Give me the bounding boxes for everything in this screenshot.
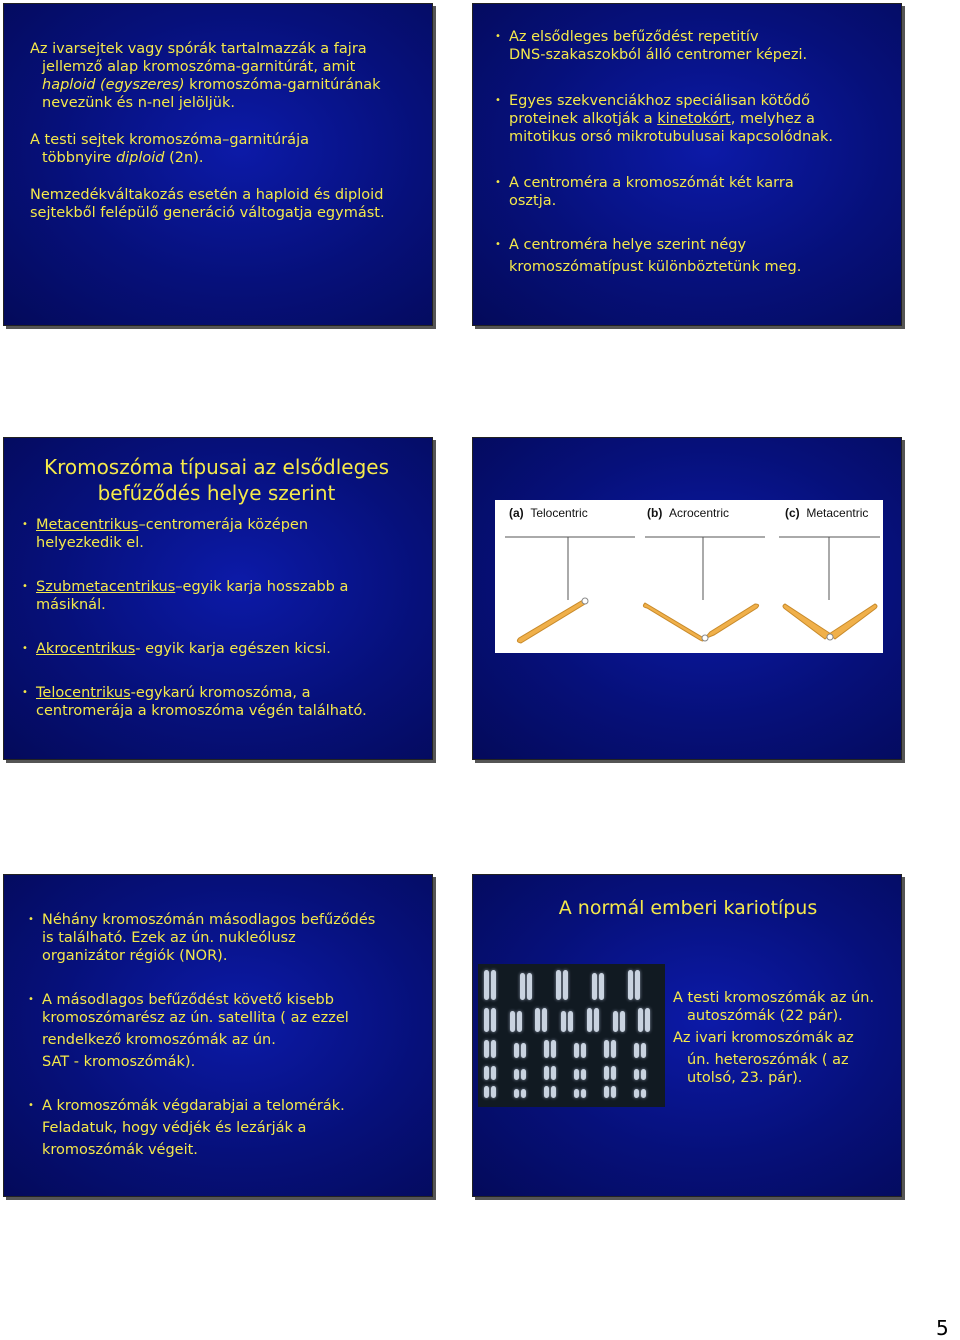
karyotype-chromosome: [542, 1008, 547, 1032]
karyotype-chromosome: [514, 1089, 519, 1098]
line: A testi sejtek kromoszóma–garnitúrája: [30, 132, 309, 148]
line: autoszómák (22 pár).: [687, 1008, 843, 1024]
karyotype-chromosome: [594, 1008, 599, 1032]
karyotype-chromosome: [611, 1086, 616, 1098]
line: másiknál.: [36, 597, 106, 613]
line: ún. heteroszómák ( az: [687, 1052, 849, 1068]
karyotype-chromosome: [581, 1043, 586, 1058]
karyotype-chromosome: [510, 1011, 515, 1032]
bullet: [495, 28, 833, 64]
line: Az ivari kromoszómák az: [673, 1030, 854, 1046]
bullet-akrocentrikus: [22, 640, 367, 658]
karyotype-chromosome: [568, 1011, 573, 1032]
line: –egyik karja hosszabb a: [175, 579, 349, 595]
centromere-a: [582, 598, 588, 604]
slide-centromer: [472, 3, 902, 326]
slide-ivarsejtek: [3, 3, 433, 326]
bullet: [28, 1097, 375, 1159]
tag: (a): [509, 506, 524, 520]
telocentrikus-link[interactable]: Telocentrikus: [36, 685, 131, 701]
line: kromoszómák végeit.: [42, 1142, 198, 1158]
karyotype-chromosome: [491, 1040, 496, 1058]
acrocentric-long-arm: [643, 603, 703, 641]
line: - egyik karja egészen kicsi.: [135, 641, 331, 657]
line: A kromoszómák végdarabjai a telomérák.: [42, 1098, 345, 1114]
line: Egyes szekvenciákhoz speciálisan kötődő: [509, 93, 811, 109]
karyotype-chromosome: [634, 1089, 639, 1098]
slide3-bullets: [22, 516, 367, 720]
karyotype-chromosome: [484, 1066, 489, 1080]
karyotype-chromosome: [551, 1040, 556, 1058]
slide-chromosome-figure: [472, 437, 902, 760]
karyotype-chromosome: [484, 1008, 489, 1032]
centromere-b: [702, 635, 708, 641]
karyotype-chromosome: [491, 970, 496, 1000]
karyotype-chromosome: [527, 973, 532, 1000]
karyotype-chromosome: [520, 973, 525, 1000]
karyotype-chromosome: [551, 1066, 556, 1080]
karyotype-chromosome: [484, 970, 489, 1000]
karyotype-chromosome: [587, 1008, 592, 1032]
karyotype-chromosome: [521, 1089, 526, 1098]
slide6-title: A normál emberi kariotípus: [558, 897, 818, 919]
line: A másodlagos befűződést követő kisebb: [42, 992, 334, 1008]
centromere-c: [827, 634, 833, 640]
line: Feladatuk, hogy védjék és lezárják a: [42, 1120, 307, 1136]
line: (2n).: [164, 150, 204, 166]
line: helyezkedik el.: [36, 535, 144, 551]
metacentrikus-link[interactable]: Metacentrikus: [36, 517, 139, 533]
slide2-bullets: [495, 28, 833, 280]
karyotype-chromosome: [645, 1008, 650, 1032]
karyotype-chromosome: [556, 970, 561, 1000]
akrocentrikus-link[interactable]: Akrocentrikus: [36, 641, 136, 657]
line: Néhány kromoszómán másodlagos befűződés: [42, 912, 376, 928]
karyotype-chromosome: [581, 1069, 586, 1080]
slide1-para2: [30, 131, 385, 167]
karyotype-chromosome: [514, 1043, 519, 1058]
karyotype-chromosome: [514, 1069, 519, 1080]
karyotype-chromosome: [574, 1043, 579, 1058]
line: nevezünk és n-nel jelöljük.: [42, 95, 235, 111]
karyotype-chromosome: [521, 1069, 526, 1080]
karyotype-chromosome: [581, 1089, 586, 1098]
karyotype-chromosome: [544, 1040, 549, 1058]
metacentric-left-arm: [783, 604, 831, 639]
line: jellemző alap kromoszóma-garnitúrát, amit: [42, 59, 356, 75]
slide-kariotipus: [472, 874, 902, 1197]
karyotype-chromosome: [484, 1040, 489, 1058]
karyotype-chromosome: [521, 1043, 526, 1058]
line: mitotikus orsó mikrotubulusai kapcsolódnak.: [509, 129, 834, 145]
line: SAT - kromoszómák).: [42, 1054, 196, 1070]
line: –centromerája középen: [138, 517, 309, 533]
slide1-text: [30, 40, 385, 222]
slide1-para1: [30, 40, 385, 112]
karyotype-chromosome: [634, 1043, 639, 1058]
karyotype-chromosome: [491, 1008, 496, 1032]
karyotype-chromosome: [641, 1089, 646, 1098]
line: proteinek alkotják a: [509, 111, 658, 127]
kinetokor-link[interactable]: kinetokórt: [657, 111, 731, 127]
bullet: [28, 991, 375, 1071]
tag: (c): [785, 506, 800, 520]
line: kromoszómatípust különböztetünk meg.: [509, 259, 802, 275]
haploid-term: haploid (egyszeres): [42, 77, 185, 93]
line: organizátor régiók (NOR).: [42, 948, 228, 964]
karyotype-chromosome: [574, 1069, 579, 1080]
karyotype-chromosome: [544, 1086, 549, 1098]
slide3-title: [14, 454, 419, 506]
name: Acrocentric: [669, 506, 730, 520]
karyotype-chromosome: [641, 1069, 646, 1080]
bullet: [495, 92, 833, 146]
slide5-bullets: [28, 911, 375, 1159]
karyotype-chromosome: [613, 1011, 618, 1032]
karyotype-chromosome: [634, 1069, 639, 1080]
karyotype-chromosome: [620, 1011, 625, 1032]
bullet: [495, 174, 833, 210]
bullet: [495, 236, 833, 280]
spindle-lines: [505, 537, 880, 600]
szubmetacentrikus-link[interactable]: Szubmetacentrikus: [36, 579, 176, 595]
karyotype-chromosome: [517, 1011, 522, 1032]
karyotype-chromosome: [484, 1086, 489, 1098]
acrocentric-short-arm: [704, 604, 759, 639]
chromosomes: [517, 600, 877, 644]
diploid-term: diploid: [115, 150, 165, 166]
line: A centroméra a kromoszómát két karra: [509, 175, 794, 191]
line: osztja.: [509, 193, 557, 209]
karyotype-chromosome: [635, 970, 640, 1000]
line: A testi kromoszómák az ún.: [673, 990, 875, 1006]
karyotype-chromosome: [551, 1086, 556, 1098]
karyotype-chromosome: [574, 1089, 579, 1098]
page-number: 5: [936, 1316, 949, 1340]
karyotype-chromosome: [638, 1008, 643, 1032]
slide-nor: [3, 874, 433, 1197]
karyotype-chromosome: [599, 973, 604, 1000]
karyotype-chromosome: [611, 1066, 616, 1080]
line: Az elsődleges befűződést repetitív: [509, 29, 759, 45]
line: kromoszómarész az ún. satellita ( az ezzel: [42, 1010, 349, 1026]
line: sejtekből felépülő generáció váltogatja egymást.: [30, 205, 385, 221]
tag: (b): [647, 506, 663, 520]
karyotype-chromosome: [611, 1040, 616, 1058]
telocentric-chromosome: [517, 600, 587, 644]
karyotype-chromosome: [491, 1086, 496, 1098]
bullet: [28, 911, 375, 965]
chromosome-drawings: [495, 500, 883, 653]
line: -egykarú kromoszóma, a: [130, 685, 311, 701]
karyotype-chromosome: [561, 1011, 566, 1032]
line: Az ivarsejtek vagy spórák tartalmazzák a fajra: [30, 41, 367, 57]
karyotype-image: [478, 964, 665, 1107]
karyotype-chromosome: [491, 1066, 496, 1080]
karyotype-chromosome: [592, 973, 597, 1000]
line: utolsó, 23. pár).: [687, 1070, 803, 1086]
karyotype-chromosome: [535, 1008, 540, 1032]
title-line: Kromoszóma típusai az elsődleges: [43, 455, 390, 479]
karyotype-chromosome: [563, 970, 568, 1000]
karyotype-chromosome: [604, 1040, 609, 1058]
line: DNS-szakaszokból álló centromer képezi.: [509, 47, 808, 63]
line: , melyhez a: [730, 111, 815, 127]
line: rendelkező kromoszómák az ún.: [42, 1032, 276, 1048]
slide-kromoszoma-tipusai: [3, 437, 433, 760]
karyotype-chromosome: [641, 1043, 646, 1058]
slide6-text: [673, 989, 874, 1087]
bullet-telocentrikus: [22, 684, 367, 720]
karyotype-chromosome: [604, 1086, 609, 1098]
centromere-types-figure: [495, 500, 883, 653]
line: Nemzedékváltakozás esetén a haploid és diploid: [30, 187, 384, 203]
slide1-para3: [30, 186, 385, 222]
metacentric-right-arm: [829, 604, 877, 639]
bullet-metacentrikus: [22, 516, 367, 552]
bullet-szubmetacentrikus: [22, 578, 367, 614]
karyotype-chromosome: [604, 1066, 609, 1080]
line: A centroméra helye szerint négy: [509, 237, 747, 253]
title-line: befűződés helye szerint: [97, 481, 336, 505]
line: kromoszóma-garnitúrának: [184, 77, 381, 93]
name: Metacentric: [806, 506, 869, 520]
line: is található. Ezek az ún. nukleólusz: [42, 930, 296, 946]
line: centromerája a kromoszóma végén található.: [36, 703, 367, 719]
karyotype-chromosome: [628, 970, 633, 1000]
line: többnyire: [42, 150, 116, 166]
karyotype-chromosome: [544, 1066, 549, 1080]
name: Telocentric: [530, 506, 588, 520]
